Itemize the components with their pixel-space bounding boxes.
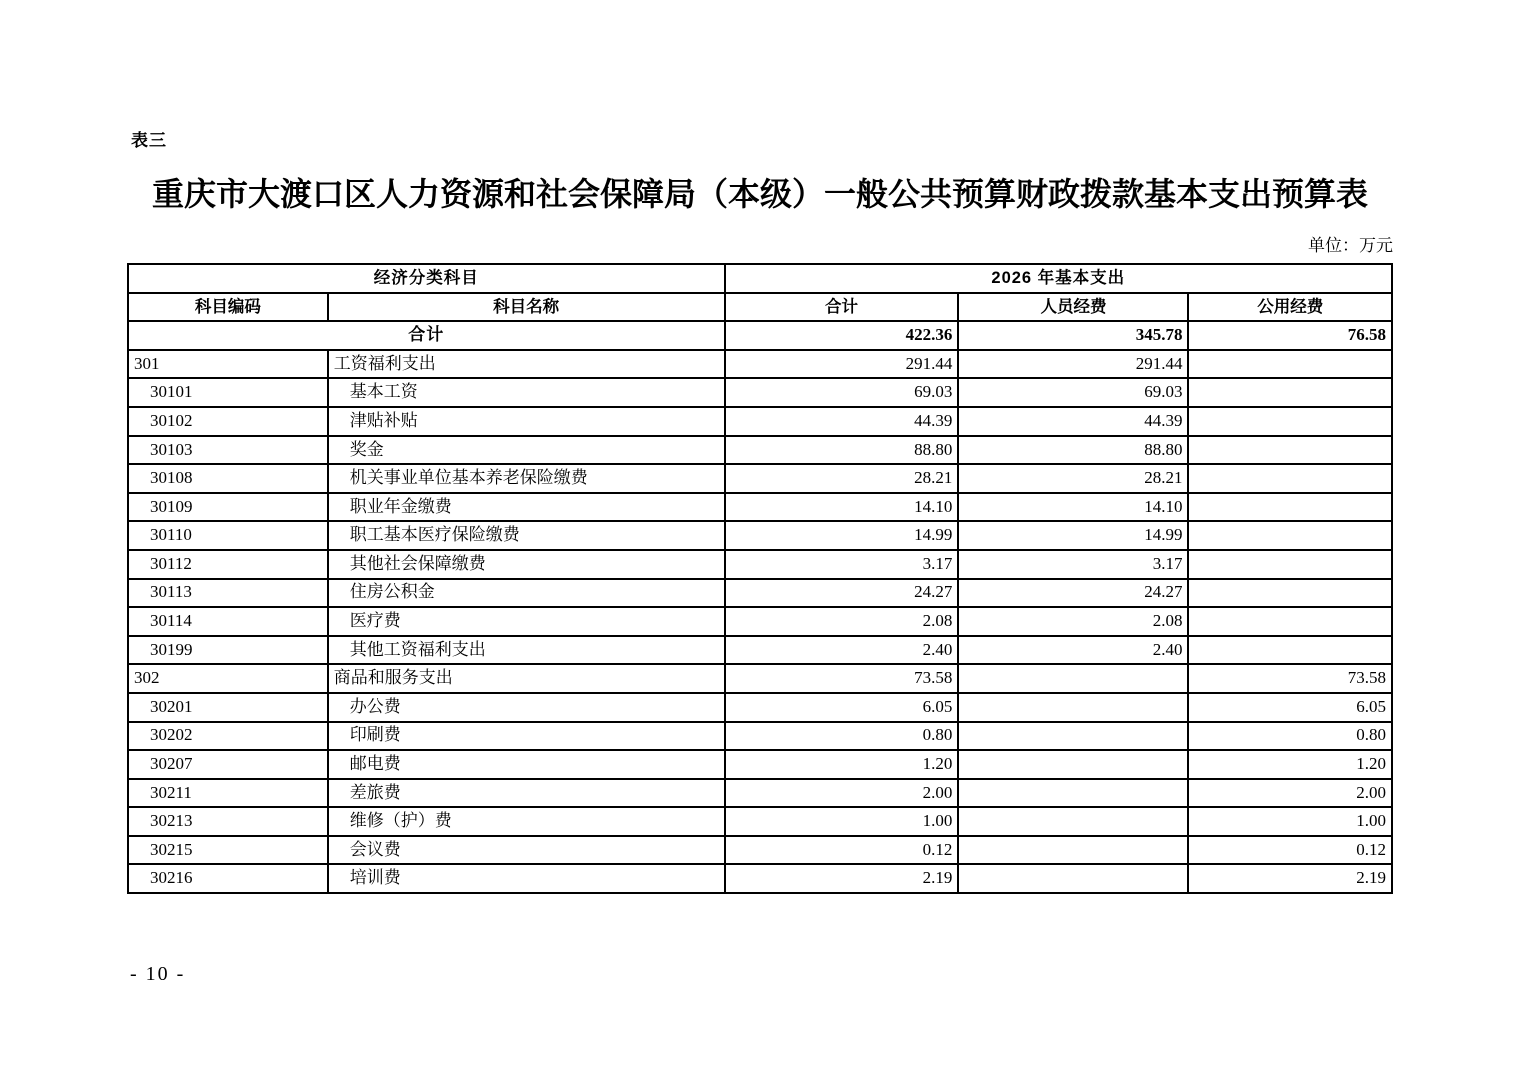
- header-group-row: [128, 264, 1392, 293]
- table-row: [128, 664, 1392, 693]
- cell-name: 办公费: [328, 693, 725, 722]
- cell-public: [1188, 378, 1392, 407]
- cell-name: 工资福利支出: [328, 350, 725, 379]
- cell-total: 14.10: [725, 493, 959, 522]
- cell-code: 30201: [128, 693, 328, 722]
- cell-name: 差旅费: [328, 779, 725, 808]
- cell-total: 28.21: [725, 464, 959, 493]
- cell-name: 会议费: [328, 836, 725, 865]
- cell-total: 1.20: [725, 750, 959, 779]
- header-personnel-funds: 人员经费: [958, 293, 1188, 322]
- cell-code: 30102: [128, 407, 328, 436]
- table-row: [128, 378, 1392, 407]
- table-row: [128, 350, 1392, 379]
- cell-personnel: 3.17: [958, 550, 1188, 579]
- grand-total-row: [128, 321, 1392, 350]
- cell-total: 6.05: [725, 693, 959, 722]
- cell-total: 3.17: [725, 550, 959, 579]
- cell-name: 机关事业单位基本养老保险缴费: [328, 464, 725, 493]
- cell-personnel: [958, 693, 1188, 722]
- cell-code: 30211: [128, 779, 328, 808]
- cell-code: 30199: [128, 636, 328, 665]
- cell-code: 30109: [128, 493, 328, 522]
- cell-public: [1188, 350, 1392, 379]
- table-number-label: 表三: [131, 131, 167, 150]
- cell-public: [1188, 636, 1392, 665]
- cell-name: 津贴补贴: [328, 407, 725, 436]
- cell-public: 1.00: [1188, 807, 1392, 836]
- header-economic-classification: 经济分类科目: [128, 264, 725, 293]
- cell-code: 30215: [128, 836, 328, 865]
- unit-note: 单位：万元: [1308, 236, 1393, 255]
- cell-personnel: 24.27: [958, 579, 1188, 608]
- table-row: [128, 779, 1392, 808]
- cell-public: 73.58: [1188, 664, 1392, 693]
- cell-name: 住房公积金: [328, 579, 725, 608]
- table-row: [128, 636, 1392, 665]
- cell-public: [1188, 579, 1392, 608]
- cell-total: 14.99: [725, 521, 959, 550]
- cell-public: 0.12: [1188, 836, 1392, 865]
- cell-personnel: 14.10: [958, 493, 1188, 522]
- cell-total: 291.44: [725, 350, 959, 379]
- cell-code: 302: [128, 664, 328, 693]
- cell-public: [1188, 493, 1392, 522]
- cell-name: 奖金: [328, 436, 725, 465]
- grand-total-personnel: 345.78: [958, 321, 1188, 350]
- cell-personnel: 88.80: [958, 436, 1188, 465]
- cell-public: 0.80: [1188, 722, 1392, 751]
- cell-total: 44.39: [725, 407, 959, 436]
- header-columns-row: [128, 293, 1392, 322]
- cell-name: 邮电费: [328, 750, 725, 779]
- cell-public: 2.00: [1188, 779, 1392, 808]
- table-row: [128, 607, 1392, 636]
- cell-total: 0.80: [725, 722, 959, 751]
- cell-public: 6.05: [1188, 693, 1392, 722]
- cell-total: 73.58: [725, 664, 959, 693]
- table-row: [128, 807, 1392, 836]
- page-title: 重庆市大渡口区人力资源和社会保障局（本级）一般公共预算财政拨款基本支出预算表: [151, 176, 1368, 212]
- cell-code: 30114: [128, 607, 328, 636]
- cell-name: 维修（护）费: [328, 807, 725, 836]
- cell-personnel: 28.21: [958, 464, 1188, 493]
- grand-total-amount: 422.36: [725, 321, 959, 350]
- header-subject-code: 科目编码: [128, 293, 328, 322]
- cell-name: 其他工资福利支出: [328, 636, 725, 665]
- table-row: [128, 407, 1392, 436]
- cell-public: [1188, 607, 1392, 636]
- cell-name: 职工基本医疗保险缴费: [328, 521, 725, 550]
- cell-public: 2.19: [1188, 864, 1392, 893]
- table-body: [128, 321, 1392, 893]
- cell-personnel: [958, 864, 1188, 893]
- table-row: [128, 579, 1392, 608]
- table-row: [128, 493, 1392, 522]
- header-public-funds: 公用经费: [1188, 293, 1392, 322]
- cell-code: 30108: [128, 464, 328, 493]
- table-row: [128, 550, 1392, 579]
- table-row: [128, 464, 1392, 493]
- table-row: [128, 693, 1392, 722]
- cell-code: 30110: [128, 521, 328, 550]
- grand-total-public: 76.58: [1188, 321, 1392, 350]
- cell-personnel: 14.99: [958, 521, 1188, 550]
- budget-table: [127, 263, 1393, 894]
- table-row: [128, 836, 1392, 865]
- cell-personnel: [958, 750, 1188, 779]
- cell-personnel: [958, 836, 1188, 865]
- cell-code: 30113: [128, 579, 328, 608]
- cell-public: [1188, 436, 1392, 465]
- cell-public: [1188, 550, 1392, 579]
- cell-name: 医疗费: [328, 607, 725, 636]
- cell-personnel: 2.08: [958, 607, 1188, 636]
- cell-total: 2.00: [725, 779, 959, 808]
- cell-total: 2.19: [725, 864, 959, 893]
- table-row: [128, 436, 1392, 465]
- cell-total: 2.08: [725, 607, 959, 636]
- table-row: [128, 864, 1392, 893]
- header-total: 合计: [725, 293, 959, 322]
- cell-public: [1188, 407, 1392, 436]
- header-2026-basic-expenditure: 2026 年基本支出: [725, 264, 1392, 293]
- cell-code: 30207: [128, 750, 328, 779]
- cell-personnel: [958, 779, 1188, 808]
- cell-name: 其他社会保障缴费: [328, 550, 725, 579]
- cell-total: 69.03: [725, 378, 959, 407]
- cell-code: 30216: [128, 864, 328, 893]
- cell-code: 30103: [128, 436, 328, 465]
- cell-total: 24.27: [725, 579, 959, 608]
- cell-code: 30112: [128, 550, 328, 579]
- cell-public: [1188, 464, 1392, 493]
- cell-total: 88.80: [725, 436, 959, 465]
- page-number: - 10 -: [130, 963, 186, 985]
- cell-personnel: [958, 722, 1188, 751]
- cell-personnel: 69.03: [958, 378, 1188, 407]
- cell-total: 0.12: [725, 836, 959, 865]
- cell-code: 301: [128, 350, 328, 379]
- cell-personnel: 291.44: [958, 350, 1188, 379]
- cell-code: 30213: [128, 807, 328, 836]
- grand-total-label: 合计: [128, 321, 725, 350]
- cell-personnel: [958, 807, 1188, 836]
- cell-code: 30101: [128, 378, 328, 407]
- cell-public: [1188, 521, 1392, 550]
- cell-name: 培训费: [328, 864, 725, 893]
- table-row: [128, 722, 1392, 751]
- cell-total: 1.00: [725, 807, 959, 836]
- cell-name: 职业年金缴费: [328, 493, 725, 522]
- cell-name: 印刷费: [328, 722, 725, 751]
- table-row: [128, 521, 1392, 550]
- cell-name: 基本工资: [328, 378, 725, 407]
- cell-personnel: 44.39: [958, 407, 1188, 436]
- cell-personnel: 2.40: [958, 636, 1188, 665]
- cell-public: 1.20: [1188, 750, 1392, 779]
- table-row: [128, 750, 1392, 779]
- cell-total: 2.40: [725, 636, 959, 665]
- cell-personnel: [958, 664, 1188, 693]
- header-subject-name: 科目名称: [328, 293, 725, 322]
- cell-code: 30202: [128, 722, 328, 751]
- cell-name: 商品和服务支出: [328, 664, 725, 693]
